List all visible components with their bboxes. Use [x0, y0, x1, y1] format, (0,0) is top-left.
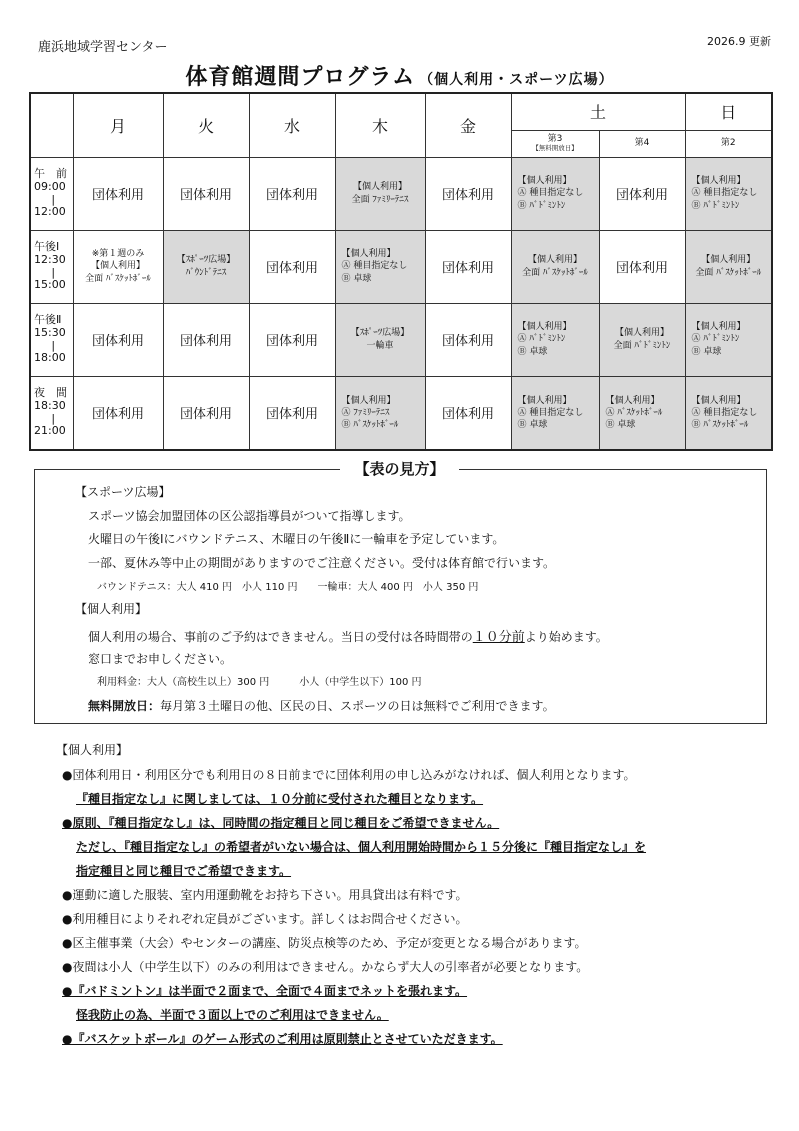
day-sun: 日 — [685, 93, 772, 130]
corner-cell — [30, 93, 73, 157]
cell-group: 団体利用 — [73, 303, 163, 376]
sports-heading: 【スポーツ広場】 — [75, 485, 171, 499]
cell-individual: 【個人利用】 全面 ﾊﾞﾄﾞﾐﾝﾄﾝ — [599, 303, 685, 376]
cell-group: 団体利用 — [249, 157, 335, 230]
cell-group: 団体利用 — [425, 230, 511, 303]
sat3-head: 第3 【無料開放日】 — [511, 130, 599, 157]
individual-heading: 【個人利用】 — [75, 602, 148, 616]
individual-fee: 利用料金：大人（高校生以上）300 円 小人（中学生以下）100 円 — [97, 677, 422, 688]
cell-group: 団体利用 — [73, 157, 163, 230]
cell-individual: 【個人利用】 Ⓐ ﾌｧﾐﾘｰﾃﾆｽ Ⓑ ﾊﾞｽｹｯﾄﾎﾞｰﾙ — [335, 376, 425, 450]
cell-individual: 【個人利用】 全面 ﾌｧﾐﾘｰﾃﾆｽ — [335, 157, 425, 230]
note-3: ●運動に適した服装、室内用運動靴をお持ち下さい。用具貸出は有料です。 — [62, 888, 468, 902]
individual-line-1: 個人利用の場合、事前のご予約はできません。当日の受付は各時間帯の１０分前より始めます。 — [88, 630, 608, 645]
update-date: 2026.9 更新 — [707, 35, 771, 48]
page-title — [0, 60, 799, 91]
cell-individual: 【個人利用】 Ⓐ 種目指定なし Ⓑ 卓球 — [511, 376, 599, 450]
cell-group: 団体利用 — [163, 303, 249, 376]
note-2: ●原則、『種目指定なし』は、同時間の指定種目と同じ種目をご希望できません。 — [62, 816, 500, 830]
cell-group: 団体利用 — [249, 303, 335, 376]
cell-individual: 【個人利用】 Ⓐ 種目指定なし Ⓑ 卓球 — [335, 230, 425, 303]
cell-sports-plaza: 【ｽﾎﾟｰﾂ広場】 ﾊﾞｳﾝﾄﾞﾃﾆｽ — [163, 230, 249, 303]
sports-fee: バウンドテニス：大人 410 円 小人 110 円 一輪車：大人 400 円 小人 350 円 — [97, 582, 479, 593]
sat4-head: 第4 — [599, 130, 685, 157]
cell-individual: 【個人利用】 Ⓐ 種目指定なし Ⓑ ﾊﾞﾄﾞﾐﾝﾄﾝ — [511, 157, 599, 230]
day-wed: 水 — [249, 93, 335, 157]
cell-individual: 【個人利用】 Ⓐ ﾊﾞﾄﾞﾐﾝﾄﾝ Ⓑ 卓球 — [685, 303, 772, 376]
sports-line-3: 一部、夏休み等中止の期間がありますのでご注意ください。受付は体育館で行います。 — [88, 556, 556, 570]
slot-evening: 夜 間 18:30 | 21:00 — [30, 376, 73, 450]
free-day-line: 無料開放日：毎月第３土曜日の他、区民の日、スポーツの日は無料でご利用できます。 — [88, 699, 555, 713]
title-main: 体育館週間プログラム — [185, 65, 416, 90]
note-5: ●区主催事業（大会）やセンターの講座、防災点検等のため、予定が変更となる場合があります。 — [62, 936, 587, 950]
cell-group: 団体利用 — [425, 157, 511, 230]
cell-group: 団体利用 — [249, 230, 335, 303]
note-4: ●利用種目によりそれぞれ定員がございます。詳しくはお問合せください。 — [62, 912, 468, 926]
cell-individual: 【個人利用】 Ⓐ ﾊﾞﾄﾞﾐﾝﾄﾝ Ⓑ 卓球 — [511, 303, 599, 376]
day-tue: 火 — [163, 93, 249, 157]
note-6: ●夜間は小人（中学生以下）のみの利用はできません。かならず大人の引率者が必要となります。 — [62, 960, 589, 974]
note-2b: ただし、『種目指定なし』の希望者がいない場合は、個人利用開始時間から１５分後に『種目指定なし』を — [76, 840, 647, 854]
individual-line-2: 窓口までお申しください。 — [88, 652, 233, 666]
cell-individual: ※第１週のみ 【個人利用】 全面 ﾊﾞｽｹｯﾄﾎﾞｰﾙ — [73, 230, 163, 303]
note-1: ●団体利用日・利用区分でも利用日の８日前までに団体利用の申し込みがなければ、個人利用となります。 — [62, 768, 636, 782]
cell-group: 団体利用 — [599, 157, 685, 230]
note-2c: 指定種目と同じ種目でご希望できます。 — [76, 864, 292, 878]
cell-group: 団体利用 — [163, 376, 249, 450]
sports-line-1: スポーツ協会加盟団体の区公認指導員がついて指導します。 — [88, 509, 411, 523]
note-7b: 怪我防止の為、半面で３面以上でのご利用はできません。 — [76, 1008, 389, 1022]
note-7: ●『バドミントン』は半面で２面まで、全面で４面までネットを張れます。 — [62, 984, 468, 998]
cell-sports-plaza: 【ｽﾎﾟｰﾂ広場】 一輪車 — [335, 303, 425, 376]
day-mon: 月 — [73, 93, 163, 157]
cell-individual: 【個人利用】 全面 ﾊﾞｽｹｯﾄﾎﾞｰﾙ — [511, 230, 599, 303]
cell-individual: 【個人利用】 Ⓐ 種目指定なし Ⓑ ﾊﾞﾄﾞﾐﾝﾄﾝ — [685, 157, 772, 230]
cell-group: 団体利用 — [249, 376, 335, 450]
slot-pm1: 午後Ⅰ 12:30 | 15:00 — [30, 230, 73, 303]
title-sub: （個人利用・スポーツ広場） — [419, 72, 614, 88]
cell-individual: 【個人利用】 全面 ﾊﾞｽｹｯﾄﾎﾞｰﾙ — [685, 230, 772, 303]
slot-am: 午 前 09:00 | 12:00 — [30, 157, 73, 230]
cell-group: 団体利用 — [73, 376, 163, 450]
ten-minutes-emphasis: １０分前 — [472, 630, 525, 645]
sun2-head: 第2 — [685, 130, 772, 157]
cell-group: 団体利用 — [425, 303, 511, 376]
note-8: ●『バスケットボール』のゲーム形式のご利用は原則禁止とさせていただきます。 — [62, 1032, 503, 1046]
schedule-table — [29, 92, 773, 451]
slot-pm2: 午後Ⅱ 15:30 | 18:00 — [30, 303, 73, 376]
note-1b: 『種目指定なし』に関しましては、１０分前に受付された種目となります。 — [76, 792, 484, 806]
cell-individual: 【個人利用】 Ⓐ ﾊﾞｽｹｯﾄﾎﾞｰﾙ Ⓑ 卓球 — [599, 376, 685, 450]
sports-line-2: 火曜日の午後Ⅰにバウンドテニス、木曜日の午後Ⅱに一輪車を予定しています。 — [88, 532, 505, 546]
cell-group: 団体利用 — [163, 157, 249, 230]
day-thu: 木 — [335, 93, 425, 157]
legend-title: 【表の見方】 — [0, 458, 799, 479]
day-sat: 土 — [511, 93, 685, 130]
cell-group: 団体利用 — [425, 376, 511, 450]
cell-individual: 【個人利用】 Ⓐ 種目指定なし Ⓑ ﾊﾞｽｹｯﾄﾎﾞｰﾙ — [685, 376, 772, 450]
cell-group: 団体利用 — [599, 230, 685, 303]
day-fri: 金 — [425, 93, 511, 157]
notes-heading: 【個人利用】 — [56, 743, 129, 757]
org-name: 鹿浜地域学習センター — [38, 40, 168, 55]
